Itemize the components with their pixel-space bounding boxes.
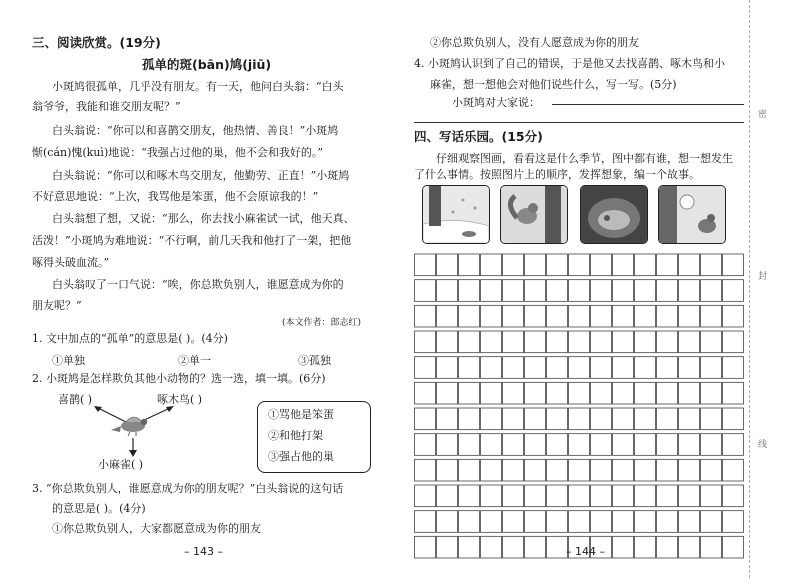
grid-cell[interactable] [613,511,634,533]
question-1: 1. 文中加点的“孤单”的意思是( )。(4分) [32,332,228,345]
bird-arrow-diagram [78,402,188,462]
grid-cell[interactable] [635,485,656,507]
grid-cell[interactable] [591,305,612,327]
grid-cell[interactable] [701,408,722,430]
grid-cell[interactable] [613,305,634,327]
grid-cell[interactable] [657,382,678,404]
grid-cell[interactable] [635,408,656,430]
grid-cell[interactable] [591,434,612,456]
grid-cell[interactable] [503,511,524,533]
question-2: 2. 小斑鸠是怎样欺负其他小动物的？选一选，填一填。(6分) [32,372,326,385]
story-line: 白头翁想了想，又说：“那么，你去找小麻雀试一试，他天真、 [52,212,355,225]
grid-cell[interactable] [657,305,678,327]
grid-cell[interactable] [481,511,502,533]
grid-cell[interactable] [437,280,458,302]
seal-label: 线 [758,440,768,450]
grid-cell[interactable] [613,357,634,379]
grid-cell[interactable] [415,382,436,404]
story-picture-1 [422,185,490,244]
grid-cell[interactable] [415,305,436,327]
grid-cell[interactable] [723,382,744,404]
grid-cell[interactable] [525,280,546,302]
grid-cell[interactable] [569,254,590,276]
grid-cell[interactable] [613,485,634,507]
grid-cell[interactable] [701,331,722,353]
story-line: 白头翁说：“你可以和喜鹊交朋友，他热情、善良！”小斑鸠 [52,124,339,137]
grid-cell[interactable] [459,511,480,533]
grid-cell[interactable] [635,434,656,456]
q2-maque-blank[interactable]: 小麻雀( ) [98,458,144,471]
dove-icon [111,417,147,436]
grid-cell[interactable] [437,382,458,404]
grid-cell[interactable] [525,485,546,507]
grid-cell[interactable] [635,459,656,481]
section-title-writing: 四、写话乐园。(15分) [414,129,543,144]
story-picture-3 [580,185,648,244]
grid-cell[interactable] [459,485,480,507]
grid-cell[interactable] [415,485,436,507]
q4-prompt: 小斑鸠对大家说： [452,96,540,109]
grid-cell[interactable] [569,357,590,379]
grid-cell[interactable] [701,485,722,507]
grid-cell[interactable] [525,511,546,533]
grid-cell[interactable] [459,459,480,481]
grid-cell[interactable] [591,382,612,404]
grid-cell[interactable] [635,254,656,276]
grid-cell[interactable] [679,536,700,558]
grid-cell[interactable] [723,434,744,456]
grid-cell[interactable] [415,536,436,558]
grid-cell[interactable] [613,280,634,302]
grid-cell[interactable] [503,485,524,507]
grid-cell[interactable] [723,511,744,533]
grid-cell[interactable] [437,408,458,430]
grid-cell[interactable] [437,485,458,507]
grid-cell[interactable] [613,536,634,558]
grid-cell[interactable] [503,382,524,404]
grid-cell[interactable] [547,254,568,276]
grid-cell[interactable] [459,254,480,276]
arrow-to-xique [98,408,126,422]
q4-answer-line[interactable] [552,104,744,105]
grid-cell[interactable] [415,511,436,533]
grid-cell[interactable] [503,254,524,276]
grid-cell[interactable] [635,536,656,558]
grid-cell[interactable] [415,254,436,276]
grid-cell[interactable] [723,357,744,379]
grid-cell[interactable] [547,280,568,302]
grid-cell[interactable] [657,254,678,276]
grid-cell[interactable] [591,408,612,430]
grid-cell[interactable] [547,408,568,430]
grid-cell[interactable] [723,485,744,507]
grid-cell[interactable] [415,331,436,353]
story-line: 白头翁说：“你可以和啄木鸟交朋友，他勤劳、正直！”小斑鸠 [52,169,350,182]
grid-cell[interactable] [415,280,436,302]
grid-cell[interactable] [679,305,700,327]
writing-grid[interactable] [414,252,744,560]
grid-cell[interactable] [723,305,744,327]
grid-cell[interactable] [503,408,524,430]
q4-answer-line[interactable] [414,122,744,123]
grid-cell[interactable] [591,254,612,276]
grid-cell[interactable] [503,331,524,353]
grid-cell[interactable] [415,408,436,430]
grid-cell[interactable] [701,305,722,327]
grid-cell[interactable] [569,280,590,302]
grid-cell[interactable] [481,485,502,507]
grid-cell[interactable] [657,408,678,430]
grid-cell[interactable] [613,459,634,481]
grid-cell[interactable] [591,357,612,379]
grid-cell[interactable] [679,331,700,353]
story-line: 啄得头破血流。” [32,256,110,269]
sleeping-animal-nest-icon [581,186,647,243]
story-line: 小斑鸠很孤单，几乎没有朋友。有一天，他问白头翁：“白头 [52,80,344,93]
grid-cell[interactable] [503,536,524,558]
grid-cell[interactable] [591,331,612,353]
grid-cell[interactable] [635,331,656,353]
grid-cell[interactable] [679,254,700,276]
grid-cell[interactable] [503,434,524,456]
grid-cell[interactable] [525,254,546,276]
grid-cell[interactable] [525,331,546,353]
arrow-head-icon [129,450,137,457]
grid-cell[interactable] [569,511,590,533]
grid-cell[interactable] [437,459,458,481]
grid-cell[interactable] [525,434,546,456]
q1-option[interactable]: ②单一 [178,354,211,367]
question-4-cont: 麻雀，想一想他会对他们说些什么，写一写。(5分) [430,78,677,91]
grid-cell[interactable] [635,305,656,327]
grid-cell[interactable] [701,459,722,481]
grid-cell[interactable] [723,408,744,430]
grid-cell[interactable] [481,382,502,404]
grid-cell[interactable] [437,331,458,353]
grid-cell[interactable] [635,280,656,302]
q3-option[interactable]: ②你总欺负别人，没有人愿意成为你的朋友 [430,36,639,49]
grid-cell[interactable] [591,280,612,302]
grid-cell[interactable] [437,254,458,276]
story-line: 白头翁叹了一口气说：“唉，你总欺负别人，谁愿意成为你的 [52,278,344,291]
grid-cell[interactable] [613,408,634,430]
q2-choice: ③强占他的巢 [268,450,334,463]
grid-cell[interactable] [547,331,568,353]
question-3: 3. “你总欺负别人，谁愿意成为你的朋友呢？”白头翁说的这句话 [32,482,344,495]
q3-option[interactable]: ①你总欺负别人，大家都愿意成为你的朋友 [52,522,261,535]
grid-cell[interactable] [723,254,744,276]
grid-cell[interactable] [723,459,744,481]
squirrel-tree-icon [501,186,567,243]
seal-label: 密 [758,110,768,120]
grid-cell[interactable] [459,280,480,302]
grid-cell[interactable] [459,408,480,430]
section-title-reading: 三、阅读欣赏。(19分) [32,35,161,50]
seal-label: 封 [758,272,768,282]
grid-cell[interactable] [569,382,590,404]
grid-cell[interactable] [591,511,612,533]
grid-cell[interactable] [701,434,722,456]
grid-cell[interactable] [415,434,436,456]
story-line: 翁爷爷，我能和谁交朋友呢？” [32,100,181,113]
grid-cell[interactable] [503,459,524,481]
grid-cell[interactable] [547,382,568,404]
grid-cell[interactable] [679,408,700,430]
grid-cell[interactable] [547,536,568,558]
grid-cell[interactable] [525,408,546,430]
grid-cell[interactable] [701,357,722,379]
grid-cell[interactable] [569,305,590,327]
grid-cell[interactable] [591,459,612,481]
grid-cell[interactable] [679,382,700,404]
grid-cell[interactable] [525,382,546,404]
grid-cell[interactable] [657,331,678,353]
grid-cell[interactable] [701,382,722,404]
grid-cell[interactable] [415,459,436,481]
grid-cell[interactable] [481,536,502,558]
grid-cell[interactable] [547,434,568,456]
grid-cell[interactable] [657,536,678,558]
grid-cell[interactable] [503,280,524,302]
grid-cell[interactable] [481,459,502,481]
question-4: 4. 小斑鸠认识到了自己的错误，于是他又去找喜鹊、啄木鸟和小 [414,57,725,70]
grid-cell[interactable] [679,459,700,481]
grid-cell[interactable] [569,408,590,430]
story-line: 惭(cán)愧(kuì)地说：“我强占过他的巢，他不会和我好的。” [32,146,323,159]
grid-cell[interactable] [723,280,744,302]
grid-cell[interactable] [657,357,678,379]
writing-intro-cont: 了什么事情。按照图片上的顺序，发挥想象，编一个故事。 [414,168,700,181]
animal-greeting-icon [659,186,725,243]
grid-cell[interactable] [635,511,656,533]
grid-cell[interactable] [701,254,722,276]
grid-cell[interactable] [481,331,502,353]
grid-cell[interactable] [679,434,700,456]
grid-cell[interactable] [459,536,480,558]
q2-zhuomuniao-blank[interactable]: 啄木鸟( ) [157,393,203,406]
writing-intro: 仔细观察图画，看看这是什么季节，图中都有谁，想一想发生 [436,152,733,165]
grid-cell[interactable] [569,459,590,481]
grid-cell[interactable] [481,254,502,276]
grid-cell[interactable] [613,331,634,353]
grid-cell[interactable] [657,434,678,456]
winter-tree-scene-icon [423,186,489,243]
grid-cell[interactable] [679,280,700,302]
grid-cell[interactable] [459,331,480,353]
grid-cell[interactable] [525,357,546,379]
grid-cell[interactable] [481,305,502,327]
grid-cell[interactable] [503,357,524,379]
grid-cell[interactable] [437,511,458,533]
grid-cell[interactable] [723,331,744,353]
grid-cell[interactable] [679,357,700,379]
q1-option[interactable]: ①单独 [52,354,85,367]
grid-cell[interactable] [613,254,634,276]
q2-choice: ①骂他是笨蛋 [268,408,334,421]
grid-cell[interactable] [591,485,612,507]
grid-cell[interactable] [437,305,458,327]
grid-cell[interactable] [679,511,700,533]
grid-cell[interactable] [481,357,502,379]
grid-cell[interactable] [569,485,590,507]
grid-cell[interactable] [657,280,678,302]
grid-cell[interactable] [525,305,546,327]
q2-choices-box [257,401,371,473]
story-picture-2 [500,185,568,244]
page-number: – 144 – [566,545,605,558]
grid-cell[interactable] [437,434,458,456]
grid-cell[interactable] [569,434,590,456]
grid-cell[interactable] [481,434,502,456]
story-line: 朋友呢？” [32,299,82,312]
grid-cell[interactable] [657,485,678,507]
grid-cell[interactable] [635,382,656,404]
story-picture-4 [658,185,726,244]
grid-cell[interactable] [503,305,524,327]
grid-cell[interactable] [613,434,634,456]
grid-cell[interactable] [569,331,590,353]
grid-cell[interactable] [437,536,458,558]
grid-cell[interactable] [459,305,480,327]
question-3-cont: 的意思是( )。(4分) [52,502,146,515]
page-number: – 143 – [184,545,223,558]
grid-cell[interactable] [459,357,480,379]
grid-cell[interactable] [701,536,722,558]
grid-cell[interactable] [657,511,678,533]
grid-cell[interactable] [481,408,502,430]
grid-cell[interactable] [547,485,568,507]
q1-option[interactable]: ③孤独 [298,354,331,367]
grid-cell[interactable] [525,459,546,481]
grid-cell[interactable] [679,485,700,507]
grid-cell[interactable] [547,357,568,379]
grid-cell[interactable] [415,357,436,379]
story-title: 孤单的斑(bān)鸠(jiū) [142,57,272,72]
seal-line [749,0,750,578]
grid-cell[interactable] [657,459,678,481]
grid-cell[interactable] [547,511,568,533]
story-line: 活泼！”小斑鸠为难地说：“不行啊，前几天我和他打了一架，把他 [32,234,352,247]
grid-cell[interactable] [481,280,502,302]
grid-cell[interactable] [701,511,722,533]
q2-xique-blank[interactable]: 喜鹊( ) [58,393,93,406]
grid-cell[interactable] [547,305,568,327]
grid-cell[interactable] [547,459,568,481]
author-credit: (本文作者：郎志红) [282,318,362,328]
grid-cell[interactable] [459,382,480,404]
grid-cell[interactable] [525,536,546,558]
grid-cell[interactable] [701,280,722,302]
q2-choice: ②和他打架 [268,429,323,442]
grid-cell[interactable] [613,382,634,404]
grid-cell[interactable] [635,357,656,379]
story-line: 不好意思地说：“上次，我骂他是笨蛋，他不会原谅我的！” [32,190,319,203]
grid-cell[interactable] [459,434,480,456]
grid-cell[interactable] [723,536,744,558]
grid-cell[interactable] [437,357,458,379]
